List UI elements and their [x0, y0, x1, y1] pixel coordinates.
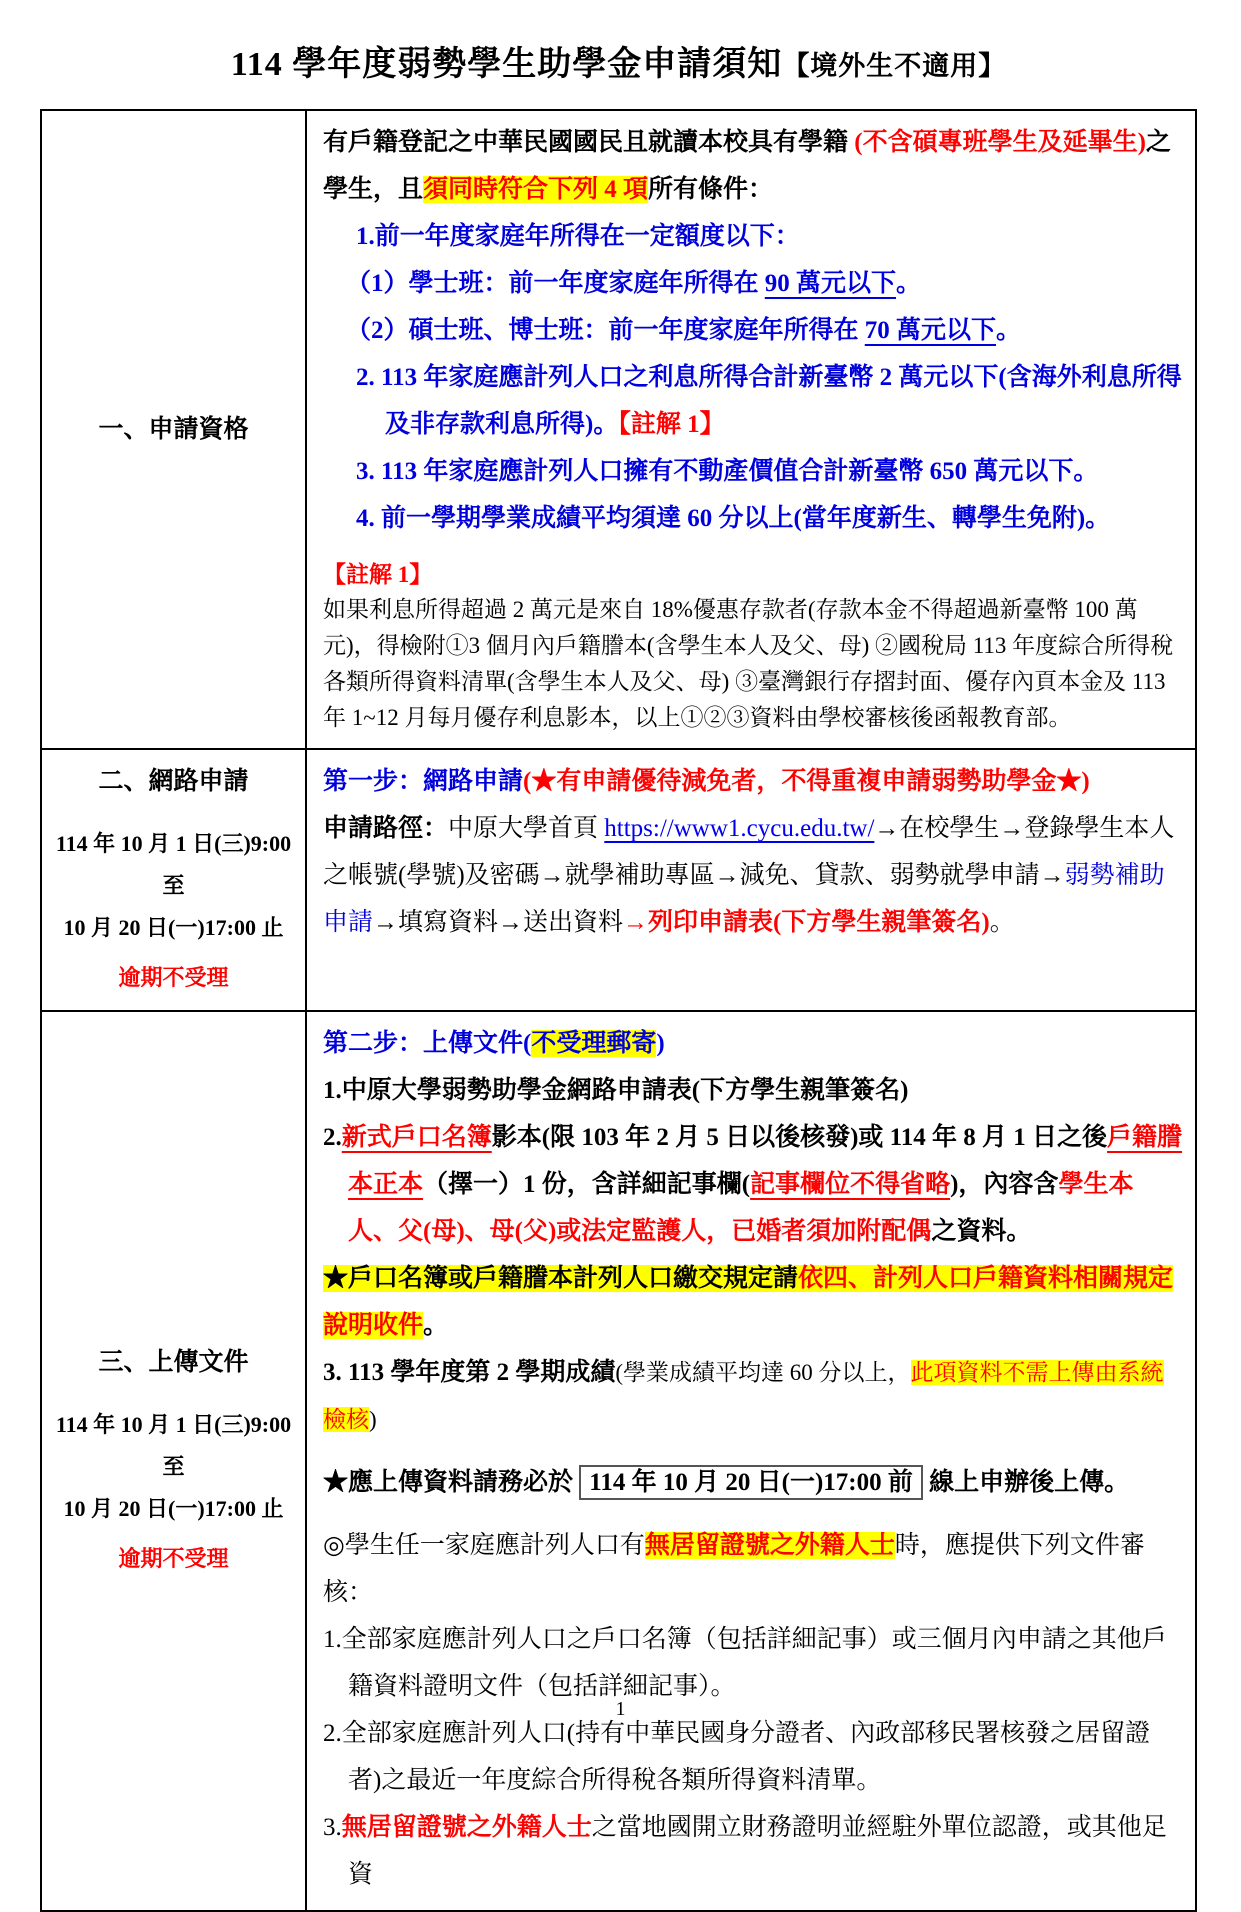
text-segment: 此項資料不需上傳由系統檢核 — [323, 1360, 1164, 1432]
text-segment: 線上申辦後上傳。 — [922, 1469, 1130, 1496]
cycu-homepage-link[interactable]: https://www1.cycu.edu.tw/ — [604, 815, 875, 842]
text-segment: (不含碩專班學生及延畢生) — [854, 129, 1146, 156]
text-segment: 依四、計列人口戶籍資料相關規定說明收件 — [323, 1265, 1174, 1339]
paragraph — [323, 354, 1183, 448]
text-segment: 有戶籍登記之中華民國國民且就讀本校具有學籍 — [323, 129, 855, 156]
text-segment: 2. — [323, 1124, 342, 1151]
text-segment: 【註解 1】 — [323, 562, 433, 587]
text-segment: 時，應提供下列文件審核： — [323, 1532, 1145, 1606]
section-online-application-header-cell — [41, 749, 306, 1011]
text-segment: 3. 113 年家庭應計列人口擁有不動產價值合計新臺幣 650 萬元以下。 — [356, 458, 1099, 485]
text-segment: 。 — [896, 270, 922, 297]
text-segment: 學生本人、父(母)、母(父)或法定監護人，已婚者須加附配偶 — [348, 1171, 1134, 1245]
text-segment: 【註解 1】 — [618, 411, 725, 438]
apply-end-date — [46, 907, 301, 949]
text-segment: 114 年 10 月 1 日(三)9:00 — [55, 831, 292, 856]
paragraph — [323, 1020, 1183, 1067]
paragraph — [323, 307, 1183, 354]
text-segment: 須同時符合下列 4 項 — [423, 176, 649, 203]
text-segment: 114 年 10 月 1 日(三)9:00 — [55, 1412, 292, 1437]
text-segment: 第一步：網路申請 — [323, 768, 524, 795]
paragraph — [323, 495, 1183, 542]
paragraph — [323, 1710, 1183, 1804]
text-segment: 記事欄位不得省略 — [750, 1171, 951, 1198]
paragraph — [323, 758, 1183, 805]
section-upload-documents-header-cell — [41, 1011, 306, 1911]
deadline-warning — [46, 1538, 301, 1580]
text-segment: (★有申請優待減免者，不得重複申請弱勢助學金★) — [523, 768, 1090, 795]
text-segment: 至 — [162, 1454, 185, 1479]
text-segment: 不受理郵寄 — [531, 1030, 657, 1057]
paragraph — [323, 448, 1183, 495]
upload-start-date — [46, 1404, 301, 1446]
section-upload-documents-content-cell — [306, 1011, 1196, 1911]
paragraph — [323, 260, 1183, 307]
paragraph — [323, 119, 1183, 166]
text-segment: 至 — [162, 873, 185, 898]
text-segment: ) — [369, 1407, 377, 1432]
section-eligibility — [41, 110, 1196, 749]
section-online-application-content-cell — [306, 749, 1196, 1011]
text-segment: 逾期不受理 — [118, 1546, 229, 1571]
paragraph — [323, 1804, 1183, 1898]
text-segment: 中原大學首頁 — [448, 815, 605, 842]
text-segment: 申請路徑： — [323, 815, 449, 842]
text-segment: 10 月 20 日(一)17:00 止 — [63, 1496, 284, 1521]
text-segment: 70 萬元以下 — [864, 317, 997, 344]
deadline-warning — [46, 957, 301, 999]
text-segment: 學生，且 — [323, 176, 424, 203]
text-segment: → — [623, 909, 649, 936]
text-segment: 之資料。 — [931, 1218, 1032, 1245]
text-segment: )，內容含 — [950, 1171, 1059, 1198]
text-segment: ) — [656, 1030, 665, 1057]
paragraph — [323, 166, 1183, 213]
text-segment: 90 萬元以下 — [764, 270, 897, 297]
text-segment: →在校學生→登錄學生本人之帳號(學號)及密碼→就學補助專區→減免、貸款、弱勢就學申請→ — [323, 815, 1175, 889]
text-segment: 無居留證號之外籍人士 — [341, 1814, 592, 1841]
text-segment: 弱勢補助申請 — [323, 862, 1165, 936]
section-title — [46, 761, 301, 803]
text-segment: →填寫資料→送出資料 — [373, 909, 624, 936]
upload-deadline-box: 114 年 10 月 20 日(一)17:00 前 — [579, 1465, 923, 1500]
text-segment: 10 月 20 日(一)17:00 止 — [63, 915, 284, 940]
section-online-application — [41, 749, 1196, 1011]
text-segment: 逾期不受理 — [118, 965, 229, 990]
section-eligibility-header-cell — [41, 110, 306, 749]
page-number: 1 — [615, 1698, 626, 1720]
paragraph — [323, 805, 1183, 946]
text-segment: 3. — [323, 1814, 342, 1841]
text-segment: 影本(限 103 年 2 月 5 日以後核發)或 114 年 8 月 1 日之後 — [491, 1124, 1108, 1151]
page-title — [40, 36, 1197, 85]
paragraph — [323, 1255, 1183, 1349]
apply-start-date — [46, 823, 301, 865]
footnote-title — [323, 558, 1183, 592]
page-title-main: 114 學年度弱勢學生助學金申請須知 — [230, 46, 783, 83]
paragraph — [323, 1522, 1183, 1616]
paragraph — [323, 1616, 1183, 1710]
text-segment: 1.全部家庭應計列人口之戶口名簿（包括詳細記事）或三個月內申請之其他戶籍資料證明文件（包括詳細記事）。 — [323, 1626, 1167, 1700]
text-segment: 三、上傳文件 — [98, 1349, 249, 1376]
text-segment: 1.中原大學弱勢助學金網路申請表(下方學生親筆簽名) — [323, 1077, 909, 1104]
text-segment: 如果利息所得超過 2 萬元是來自 18%優惠存款者(存款本金不得超過新臺幣 100 萬元)，得檢附①3 個月內戶籍謄本(含學生本人及父、母) ②國稅局 113 年度綜合所得稅各類所得資料清單(含學生本人及父、母) ③臺灣銀行存摺封面、優存內頁本金及 113 年 1~12 月每月優存利息影本，以上①②③資料由學校審核後函報教育部。 — [323, 597, 1174, 730]
text-segment: 。 — [996, 317, 1022, 344]
upload-end-date — [46, 1488, 301, 1530]
text-segment: ◎學生任一家庭應計列人口有 — [323, 1532, 645, 1559]
text-segment: （2）碩士班、博士班：前一年度家庭年所得在 — [346, 317, 865, 344]
text-segment: 1.前一年度家庭年所得在一定額度以下： — [356, 223, 800, 250]
text-segment: 。 — [423, 1312, 449, 1339]
text-segment: 所有條件： — [648, 176, 774, 203]
paragraph — [46, 1446, 301, 1488]
text-segment: 。 — [989, 909, 1015, 936]
text-segment: 3. 113 學年度第 2 學期成績 — [323, 1359, 616, 1386]
paragraph — [46, 865, 301, 907]
text-segment: 一、申請資格 — [98, 415, 249, 443]
text-segment: 之 — [1145, 129, 1171, 156]
paragraph — [323, 1459, 1183, 1506]
text-segment: 4. 前一學期學業成績平均須達 60 分以上(當年度新生、轉學生免附)。 — [356, 505, 1111, 532]
section-eligibility-content-cell — [306, 110, 1196, 749]
text-segment: 新式戶口名簿 — [341, 1124, 492, 1151]
text-segment: 2.全部家庭應計列人口(持有中華民國身分證者、內政部移民署核發之居留證者)之最近一年度綜合所得稅各類所得資料清單。 — [323, 1720, 1151, 1794]
text-segment: （1）學士班：前一年度家庭年所得在 — [346, 270, 765, 297]
section-title — [46, 409, 301, 451]
text-segment: 第二步：上傳文件( — [323, 1030, 532, 1057]
text-segment: 二、網路申請 — [98, 768, 249, 795]
paragraph — [323, 1067, 1183, 1114]
paragraph — [323, 1349, 1183, 1443]
text-segment: 無居留證號之外籍人士 — [644, 1532, 895, 1559]
text-segment: 之當地國開立財務證明並經駐外單位認證，或其他足資 — [348, 1814, 1167, 1888]
paragraph — [323, 1114, 1183, 1255]
footnote-body — [323, 592, 1183, 736]
paragraph — [323, 213, 1183, 260]
text-segment: (學業成績平均達 60 分以上， — [615, 1360, 911, 1385]
text-segment: ★應上傳資料請務必於 — [323, 1469, 580, 1496]
text-segment: ★戶口名簿或戶籍謄本計列人口繳交規定請 — [323, 1265, 799, 1292]
page-title-suffix: 【境外生不適用】 — [782, 51, 1007, 81]
text-segment: 戶籍謄本正本 — [348, 1124, 1183, 1198]
text-segment: 列印申請表(下方學生親筆簽名) — [648, 909, 990, 936]
section-upload-documents — [41, 1011, 1196, 1911]
text-segment: （擇一）1 份，含詳細記事欄( — [423, 1171, 751, 1198]
text-segment: 2. 113 年家庭應計列人口之利息所得合計新臺幣 2 萬元以下(含海外利息所得及非存款利息所得)。 — [356, 364, 1182, 438]
application-notice-table — [40, 109, 1197, 1912]
section-title — [46, 1342, 301, 1384]
